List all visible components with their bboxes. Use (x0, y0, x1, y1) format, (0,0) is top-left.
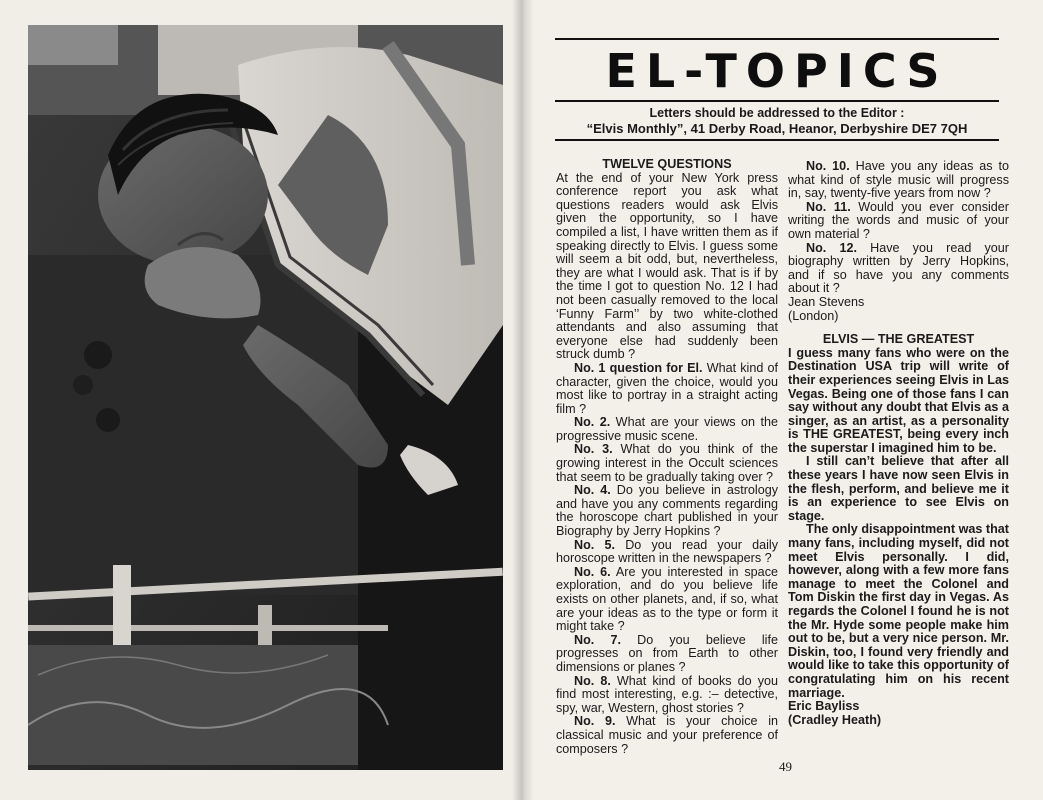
question-9-label: No. 9. (574, 714, 616, 729)
letter2-paragraph-3: The only disappointment was that many fans, including myself, did not meet Elvis personally. I did, however, along with a few more fans manage to meet the Colonel and Tom Diskin the first day in Vegas. As regards the Colonel I found he is not the Mr. Hyde some people make him out to be, but a very nice person. Mr. Diskin, too, I found very friendly and would like to take this opportunity of congratulating him on his recent marriage. (788, 522, 1009, 700)
question-4-label: No. 4. (574, 483, 611, 498)
question-11-text: Would you ever consider writing the words and music of your own material ? (788, 199, 1009, 241)
question-7 (556, 634, 778, 675)
question-2 (556, 416, 778, 443)
page-gutter (512, 0, 534, 800)
question-4-text: Do you believe in astrology and have you any comments regarding the horoscope chart published in your Biography by Jerry Hopkins ? (556, 483, 778, 539)
question-4 (556, 484, 778, 538)
question-2-text: What are your views on the progressive music scene. (556, 415, 778, 443)
letter1-location: (London) (788, 308, 839, 323)
question-8-text: What kind of books do you find most interesting, e.g. :– detective, spy, war, Western, ghost stories ? (556, 673, 778, 715)
question-8 (556, 675, 778, 716)
question-6-label: No. 6. (574, 564, 611, 579)
top-rule (555, 38, 999, 40)
question-12-text: Have you read your biography written by Jerry Hopkins, and if so have you any comments about it ? (788, 240, 1009, 296)
left-page (0, 0, 521, 800)
question-7-label: No. 7. (574, 632, 621, 647)
question-6-text: Are you interested in space exploration, and do you believe life exists on other planets, and, if so, what are your ideas as to the type or form it might take ? (556, 564, 778, 634)
bottom-rule (555, 139, 999, 141)
address-box (555, 102, 999, 139)
question-3-label: No. 3. (574, 442, 613, 457)
question-9 (556, 715, 778, 756)
question-9-text: What is your choice in classical music and your preference of composers ? (556, 714, 778, 756)
letter2-paragraph-2: I still can’t believe that after all these years I have now seen Elvis in the flesh, perform, and believe me it is an experience to see Elvis on stage. (788, 454, 1009, 523)
question-2-label: No. 2. (574, 415, 611, 430)
question-1 (556, 362, 778, 416)
letter1-intro: At the end of your New York press conference report you ask what questions readers would ask Elvis given the opportunity, so I have compiled a list, I have written them as if speaking directly to Elvis. I guess some will seem a bit odd, but, nevertheless, they are what I would ask. That is if by the time I got to question No. 12 I had not been casually removed to the local ‘Funny Farm’’ by two white-clothed attendants and also assuming that everyone else had suddenly been struck dumb ? (556, 170, 778, 362)
question-3-text: What do you think of the growing interest in the Occult sciences that seem to be gradually taking over ? (556, 442, 779, 484)
question-10 (788, 160, 1009, 201)
column-left (556, 158, 778, 756)
letter2-signature: Eric Bayliss (788, 699, 860, 714)
question-11 (788, 201, 1009, 242)
question-7-text: Do you believe life progresses on from Earth to other dimensions or planes ? (556, 632, 778, 674)
address-line-2: “Elvis Monthly”, 41 Derby Road, Heanor, Derbyshire DE7 7QH (586, 121, 968, 136)
letter2-location: (Cradley Heath) (788, 712, 882, 727)
question-10-text: Have you any ideas as to what kind of style music will progress in, say, twenty-five years from now ? (788, 159, 1010, 201)
question-5-text: Do you read your daily horoscope written in the newspapers ? (556, 537, 778, 566)
question-11-label: No. 11. (806, 199, 851, 214)
letter1-signature: Jean Stevens (788, 294, 865, 309)
question-10-label: No. 10. (806, 159, 850, 173)
photo-illustration (28, 25, 503, 770)
page-title: EL-TOPICS (605, 44, 949, 98)
page-number: 49 (779, 759, 792, 774)
masthead (555, 38, 999, 141)
question-12 (788, 242, 1009, 296)
letter2-paragraph-1: I guess many fans who were on the Destination USA trip will write of their experiences seeing Elvis in Las Vegas. Being one of those fans I can say without any doubt that Elvis as a singer, as an artist, as a personality is THE GREATEST, being every inch the superstar I imagined him to be. (788, 345, 1009, 455)
question-5-label: No. 5. (574, 537, 615, 552)
question-1-label: No. 1 question for El. (574, 360, 703, 375)
column-right (788, 160, 1009, 727)
elvis-photograph (28, 25, 503, 770)
question-12-label: No. 12. (806, 240, 857, 255)
question-6 (556, 566, 778, 634)
question-5 (556, 539, 778, 566)
letter2-heading: ELVIS — THE GREATEST (822, 332, 975, 347)
letter1-heading: TWELVE QUESTIONS (602, 157, 732, 171)
question-1-text: What kind of character, given the choice, would you most like to portray in a straight acting film ? (556, 360, 778, 416)
question-8-label: No. 8. (574, 673, 611, 688)
question-3 (556, 443, 778, 484)
address-line-1: Letters should be addressed to the Editor : (649, 106, 905, 120)
